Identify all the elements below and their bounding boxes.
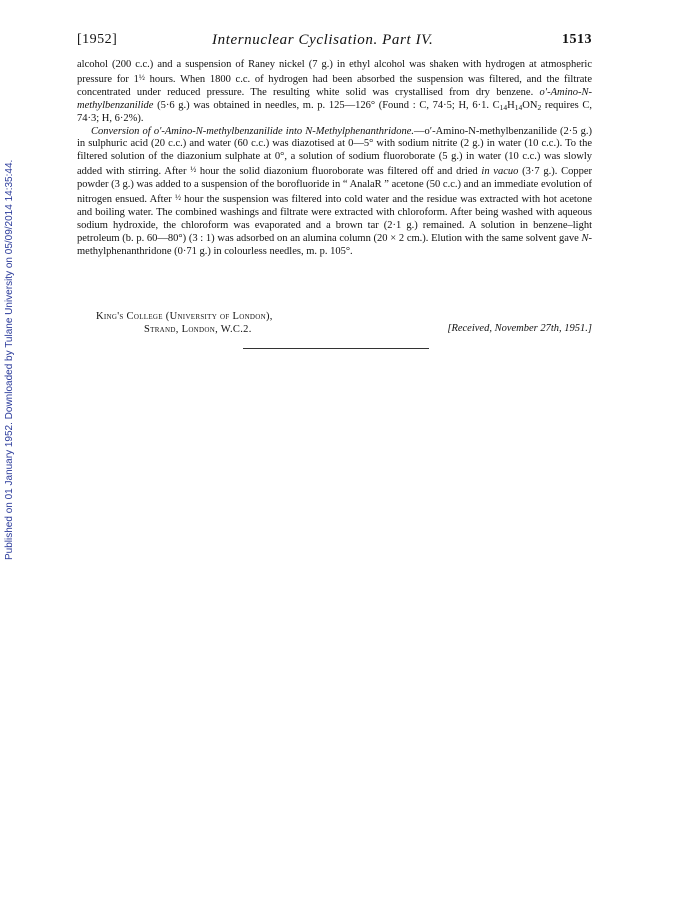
received-date: [Received, November 27th, 1951.] xyxy=(447,323,592,334)
page-number: 1513 xyxy=(562,32,592,47)
section-heading: Conversion of o′-Amino-N-methylbenzanilide into N-Methylphenanthridone. xyxy=(91,125,415,137)
article-body xyxy=(77,59,592,259)
download-watermark: Published on 01 January 1952. Downloaded by Tulane University on 05/09/2014 14:35:44. xyxy=(4,159,15,560)
compound-name: o′-Amino-N-methylbenzanilide xyxy=(77,86,592,111)
header-title: Internuclear Cyclisation. Part IV. xyxy=(212,32,434,48)
author-affiliation: King's College (University of London), Strand, London, W.C.2. xyxy=(96,311,273,335)
running-header xyxy=(77,30,592,52)
paragraph-conversion: Conversion of o′-Amino-N-methylbenzanilide into N-Methylphenanthridone.—o′-Amino-N-methylbenzanilide (2·5 g.) in sulphuric acid (20 c.c.) and water (60 c.c.) was diazotised at 0—5° with sodium nitrite (2 g.) in water (10 c.c.). To the filtered solution of the diazonium sulphate at 0°, a solution of sodium fluoroborate (5 g.) in water (10 c.c.) was slowly added with stirring. After ½ hour the solid diazonium fluoroborate was filtered off and dried in vacuo (3·7 g.). Copper powder (3 g.) was added to a suspension of the borofluoride in “ AnalaR ” acetone (50 c.c.) and an immediate evolution of nitrogen ensued. After ½ hour the suspension was filtered into cold water and the residue was extracted with hot acetone and boiling water. The combined washings and filtrate were extracted with chloroform. After being washed with aqueous sodium hydroxide, the chloroform was evaporated and a brown tar (2·1 g.) remained. A solution in benzene–light petroleum (b. p. 60—80°) (3 : 1) was adsorbed on an alumina column (20 × 2 cm.). Elution with the same solvent gave N-methylphenanthridone (0·71 g.) in colourless needles, m. p. 105°. xyxy=(77,125,592,257)
paragraph-hydrogenation: alcohol (200 c.c.) and a suspension of Raney nickel (7 g.) in ethyl alcohol was shaken with hydrogen at atmospheric pressure for 1½ hours. When 1800 c.c. of hydrogen had been absorbed the suspension was filtered, and the filtrate concentrated under reduced pressure. The resulting white solid was crystallised from dry benzene. o′-Amino-N-methylbenzanilide (5·6 g.) was obtained in needles, m. p. 125—126° (Found : C, 74·5; H, 6·1. $C_{14}H_{14}ON_2$ requires C, 74·3; H, 6·2%). xyxy=(77,59,592,124)
header-year: [1952] xyxy=(77,32,118,47)
end-rule xyxy=(243,348,429,349)
fraction-half: ½ xyxy=(138,72,145,82)
